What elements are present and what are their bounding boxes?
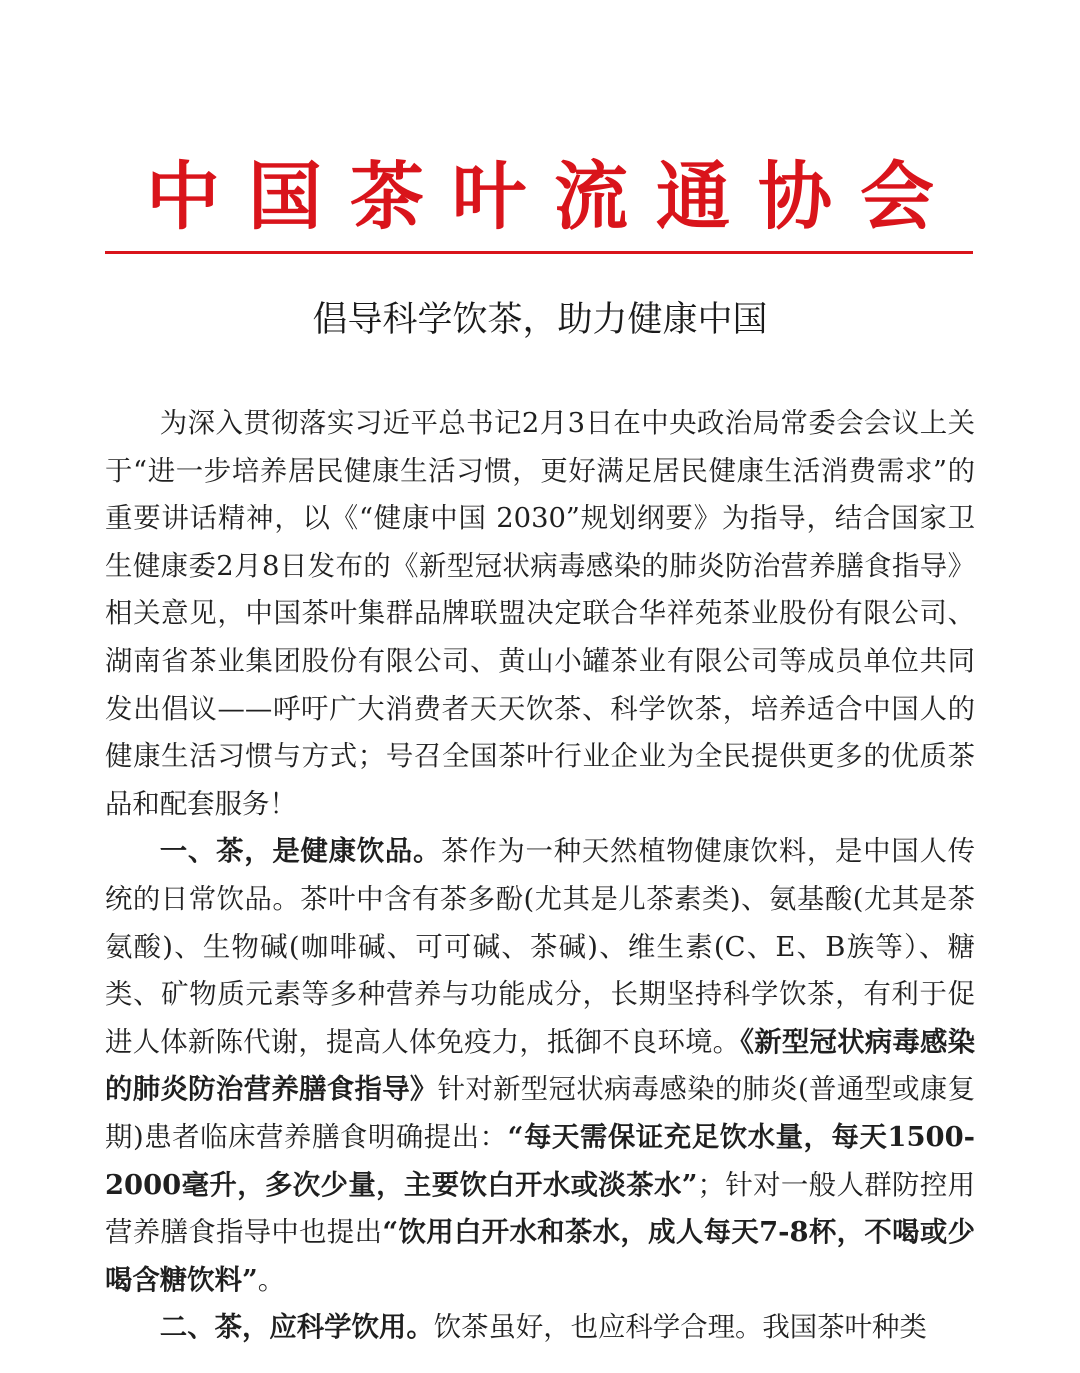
intro-paragraph: 为深入贯彻落实习近平总书记2月3日在中央政治局常委会会议上关于“进一步培养居民健康生活习惯，更好满足居民健康生活消费需求”的重要讲话精神，以《“健康中国 2030”规划纲要》为指导，结合国家卫生健康委2月8日发布的《新型冠状病毒感染的肺炎防治营养膳食指导》相关意见，中国茶叶集群品牌联盟决定联合华祥苑茶业股份有限公司、湖南省茶业集团股份有限公司、黄山小罐茶业有限公司等成员单位共同发出倡议——呼吁广大消费者天天饮茶、科学饮茶，培养适合中国人的健康生活习惯与方式；号召全国茶叶行业企业为全民提供更多的优质茶品和配套服务！	[105, 408, 975, 820]
section-one-end: 。	[257, 1264, 286, 1296]
section-one-heading: 一、茶，是健康饮品。	[159, 835, 442, 868]
general-drinking-quote: “饮用白开水和茶水，成人每天7-8杯，不喝或少喝含糖饮料”	[105, 1216, 975, 1296]
section-one-text: 茶作为一种天然植物健康饮料，是中国人传统的日常饮品。茶叶中含有茶多酚(尤其是儿茶素类)、氨基酸(尤其是茶氨酸)、生物碱(咖啡碱、可可碱、茶碱)、维生素(C、E、B族等）、糖类、矿物质元素等多种营养与功能成分，长期坚持科学饮茶，有利于促进人体新陈代谢，提高人体免疫力，抵御不良环境。	[105, 836, 975, 1058]
section-two-heading: 二、茶，应科学饮用。	[159, 1311, 434, 1344]
section-one-text-3: ；针对一般人群防控用营养膳食指导中也提出	[105, 1169, 975, 1249]
patient-drinking-quote: “每天需保证充足饮水量，每天1500-2000毫升，多次少量，主要饮白开水或淡茶水”	[105, 1120, 976, 1201]
section-two-paragraph	[105, 1304, 975, 1352]
section-one-paragraph	[105, 828, 975, 1304]
org-name-header: 中国茶叶流通协会	[146, 154, 962, 240]
guideline-title: 《新型冠状病毒感染的肺炎防治营养膳食指导》	[105, 1025, 975, 1106]
section-one-text-2: 针对新型冠状病毒感染的肺炎(普通型或康复期)患者临床营养膳食明确提出：	[105, 1074, 975, 1153]
red-divider-rule	[105, 251, 973, 254]
section-two-text: 饮茶虽好，也应科学合理。我国茶叶种类	[433, 1312, 927, 1344]
document-body	[105, 400, 975, 1352]
document-title: 倡导科学饮茶，助力健康中国	[312, 300, 768, 340]
